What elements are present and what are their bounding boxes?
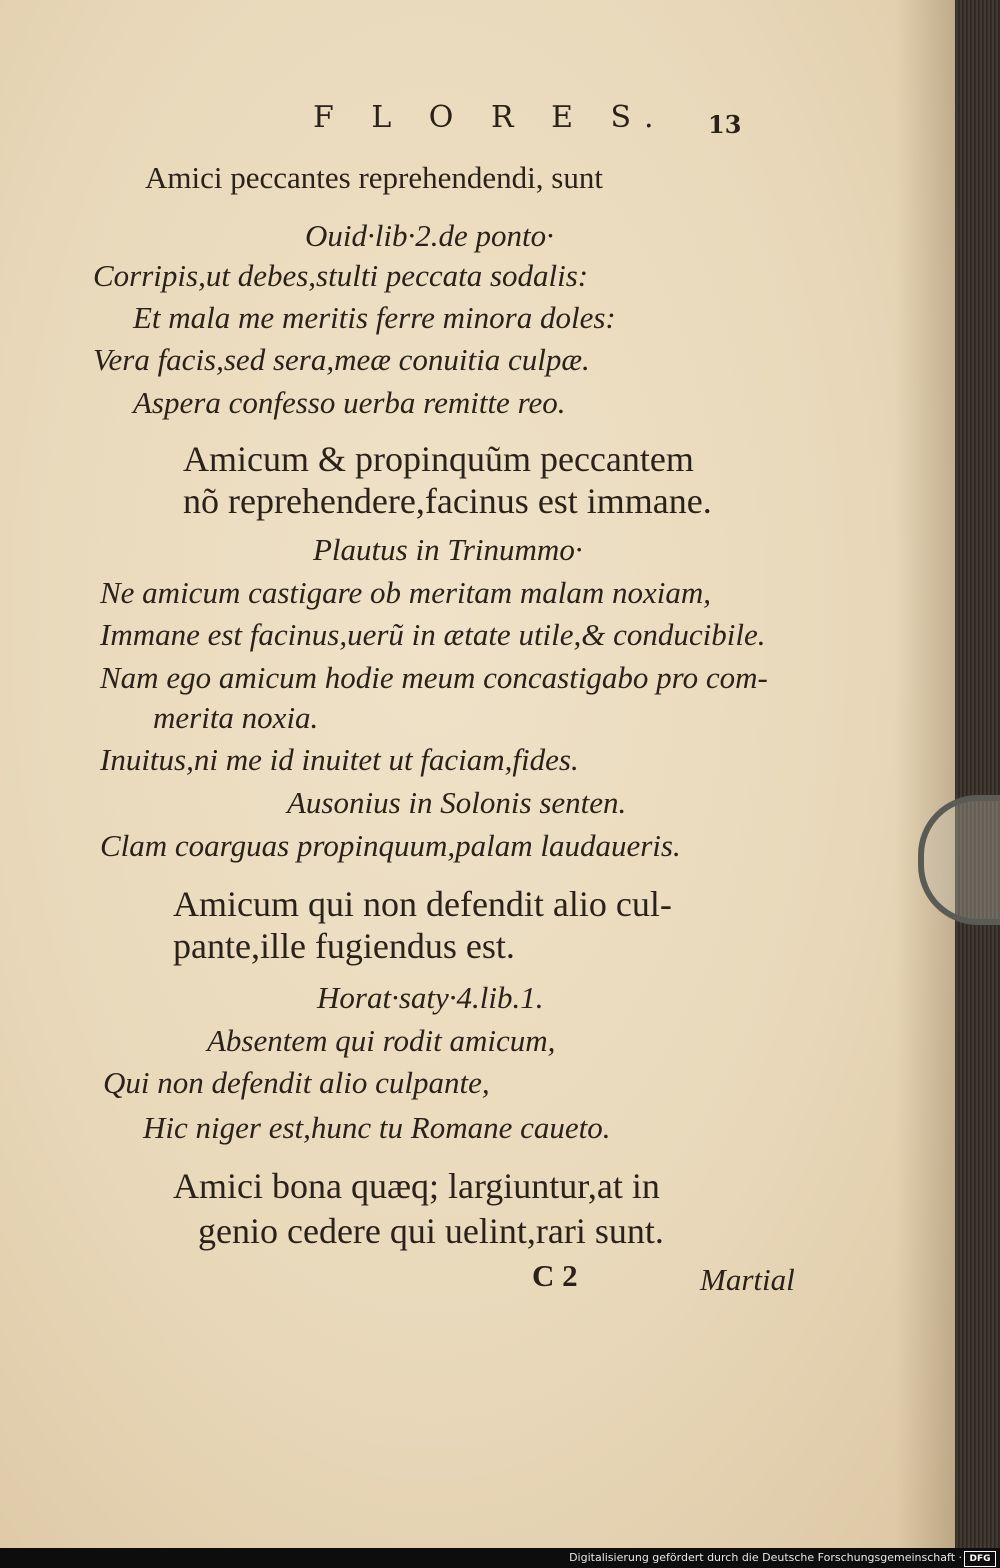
heading-line: pante,ille fugiendus est. — [173, 926, 515, 966]
verse-line: Hic niger est,hunc tu Romane caueto. — [143, 1110, 611, 1145]
folio-number: 13 — [708, 110, 742, 139]
verse-line: Corripis,ut debes,stulti peccata sodalis: — [93, 258, 589, 293]
verse-line: Et mala me meritis ferre minora doles: — [133, 300, 616, 335]
heading-line: Amici bona quæq; largiuntur,at in — [173, 1166, 660, 1206]
source-line: Horat·saty·4.lib.1. — [317, 980, 544, 1015]
heading-line: nõ reprehendere,facinus est immane. — [183, 481, 712, 521]
verse-line: Qui non defendit alio culpante, — [103, 1065, 490, 1100]
source-line: Ausonius in Solonis senten. — [287, 785, 627, 820]
heading-line: Amicum & propinquũm peccantem — [183, 439, 694, 479]
verse-line: Clam coarguas propinquum,palam laudaueris. — [100, 828, 681, 863]
footer-credit: Digitalisierung gefördert durch die Deutsche Forschungsgemeinschaft · — [569, 1551, 962, 1564]
source-line: Ouid·lib·2.de ponto· — [305, 218, 554, 253]
source-line: Plautus in Trinummo· — [313, 532, 583, 567]
book-fore-edge — [955, 0, 1000, 1548]
signature-mark: C 2 — [532, 1258, 578, 1293]
running-title: F L O R E S. — [313, 100, 668, 135]
verse-line: Immane est facinus,uerũ in ætate utile,& conducibile. — [100, 617, 766, 652]
heading-line: genio cedere qui uelint,rari sunt. — [198, 1211, 664, 1251]
heading-line: Amicum qui non defendit alio cul- — [173, 884, 672, 924]
verse-line: Inuitus,ni me id inuitet ut faciam,fides. — [100, 742, 579, 777]
dfg-logo-icon: DFG — [964, 1551, 996, 1567]
heading-line: Amici peccantes reprehendendi, sunt — [145, 160, 603, 195]
verse-line: Nam ego amicum hodie meum concastigabo pro com- — [100, 660, 768, 695]
verse-line: Absentem qui rodit amicum, — [207, 1023, 556, 1058]
verse-line: Ne amicum castigare ob meritam malam noxiam, — [100, 575, 712, 610]
catchword: Martial — [700, 1262, 795, 1297]
verse-line: Vera facis,sed sera,meæ conuitia culpæ. — [93, 342, 590, 377]
verse-line: merita noxia. — [153, 700, 319, 735]
digitization-footer — [0, 1548, 1000, 1568]
verse-line: Aspera confesso uerba remitte reo. — [133, 385, 566, 420]
